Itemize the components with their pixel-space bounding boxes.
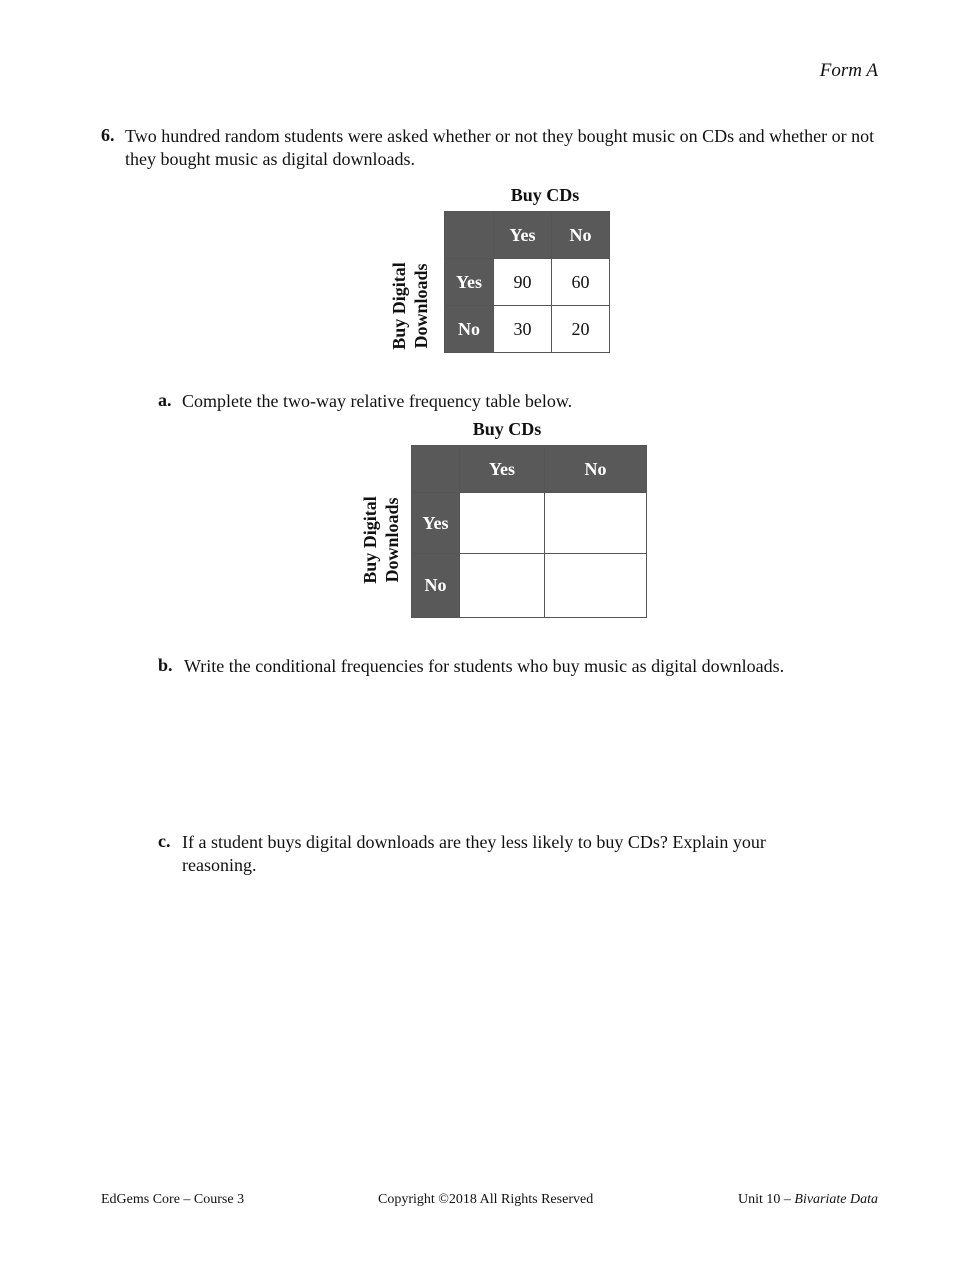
table2 <box>411 445 647 618</box>
footer-right-prefix: Unit 10 – <box>738 1192 795 1207</box>
question-number: 6. <box>101 125 115 145</box>
part-c-text-line2: reasoning. <box>182 855 257 875</box>
footer-left: EdGems Core – Course 3 <box>101 1192 245 1207</box>
table2-answer-cell[interactable] <box>545 554 647 618</box>
form-label: Form A <box>819 60 878 81</box>
table1-corner <box>445 212 494 259</box>
table1-col-header: No <box>552 212 610 259</box>
table1-cell: 60 <box>552 259 610 306</box>
table1-row-header: No <box>445 306 494 353</box>
part-c-text-line1: If a student buys digital downloads are they less likely to buy CDs? Explain your <box>182 832 766 852</box>
table2-row-title-line1: Buy Digital <box>360 496 380 584</box>
table1-row-header: Yes <box>445 259 494 306</box>
part-a-label: a. <box>158 390 172 410</box>
table2-col-header: Yes <box>460 446 545 493</box>
part-b-label: b. <box>158 655 173 675</box>
table1-row-title <box>388 231 432 381</box>
table1-cell: 20 <box>552 306 610 353</box>
table2-col-header: No <box>545 446 647 493</box>
table1-cell: 90 <box>494 259 552 306</box>
question-text: Two hundred random students were asked whether or not they bought music on CDs and whether or not they bought music as digital downloads. <box>125 126 875 169</box>
table1-row-title-line2: Downloads <box>411 263 431 349</box>
table1-cell: 30 <box>494 306 552 353</box>
part-c-text <box>182 831 882 877</box>
part-a-text: Complete the two-way relative frequency table below. <box>182 391 573 411</box>
table1-col-header: Yes <box>494 212 552 259</box>
footer-right-italic: Bivariate Data <box>794 1192 878 1207</box>
table2-answer-cell[interactable] <box>460 493 545 554</box>
table2-row-header: No <box>412 554 460 618</box>
table2-answer-cell[interactable] <box>460 554 545 618</box>
table1-col-title: Buy CDs <box>510 185 580 205</box>
footer-center: Copyright ©2018 All Rights Reserved <box>378 1192 594 1207</box>
table2-corner <box>412 446 460 493</box>
table2-row-title-line2: Downloads <box>382 497 402 583</box>
part-b-text: Write the conditional frequencies for students who buy music as digital downloads. <box>184 656 785 676</box>
footer-right <box>738 1192 878 1208</box>
table2-answer-cell[interactable] <box>545 493 647 554</box>
table2-row-title <box>359 465 403 615</box>
table1-row-title-line1: Buy Digital <box>389 262 409 350</box>
part-c-label: c. <box>158 831 171 851</box>
table1 <box>444 211 610 353</box>
table2-row-header: Yes <box>412 493 460 554</box>
table2-col-title: Buy CDs <box>472 419 542 439</box>
